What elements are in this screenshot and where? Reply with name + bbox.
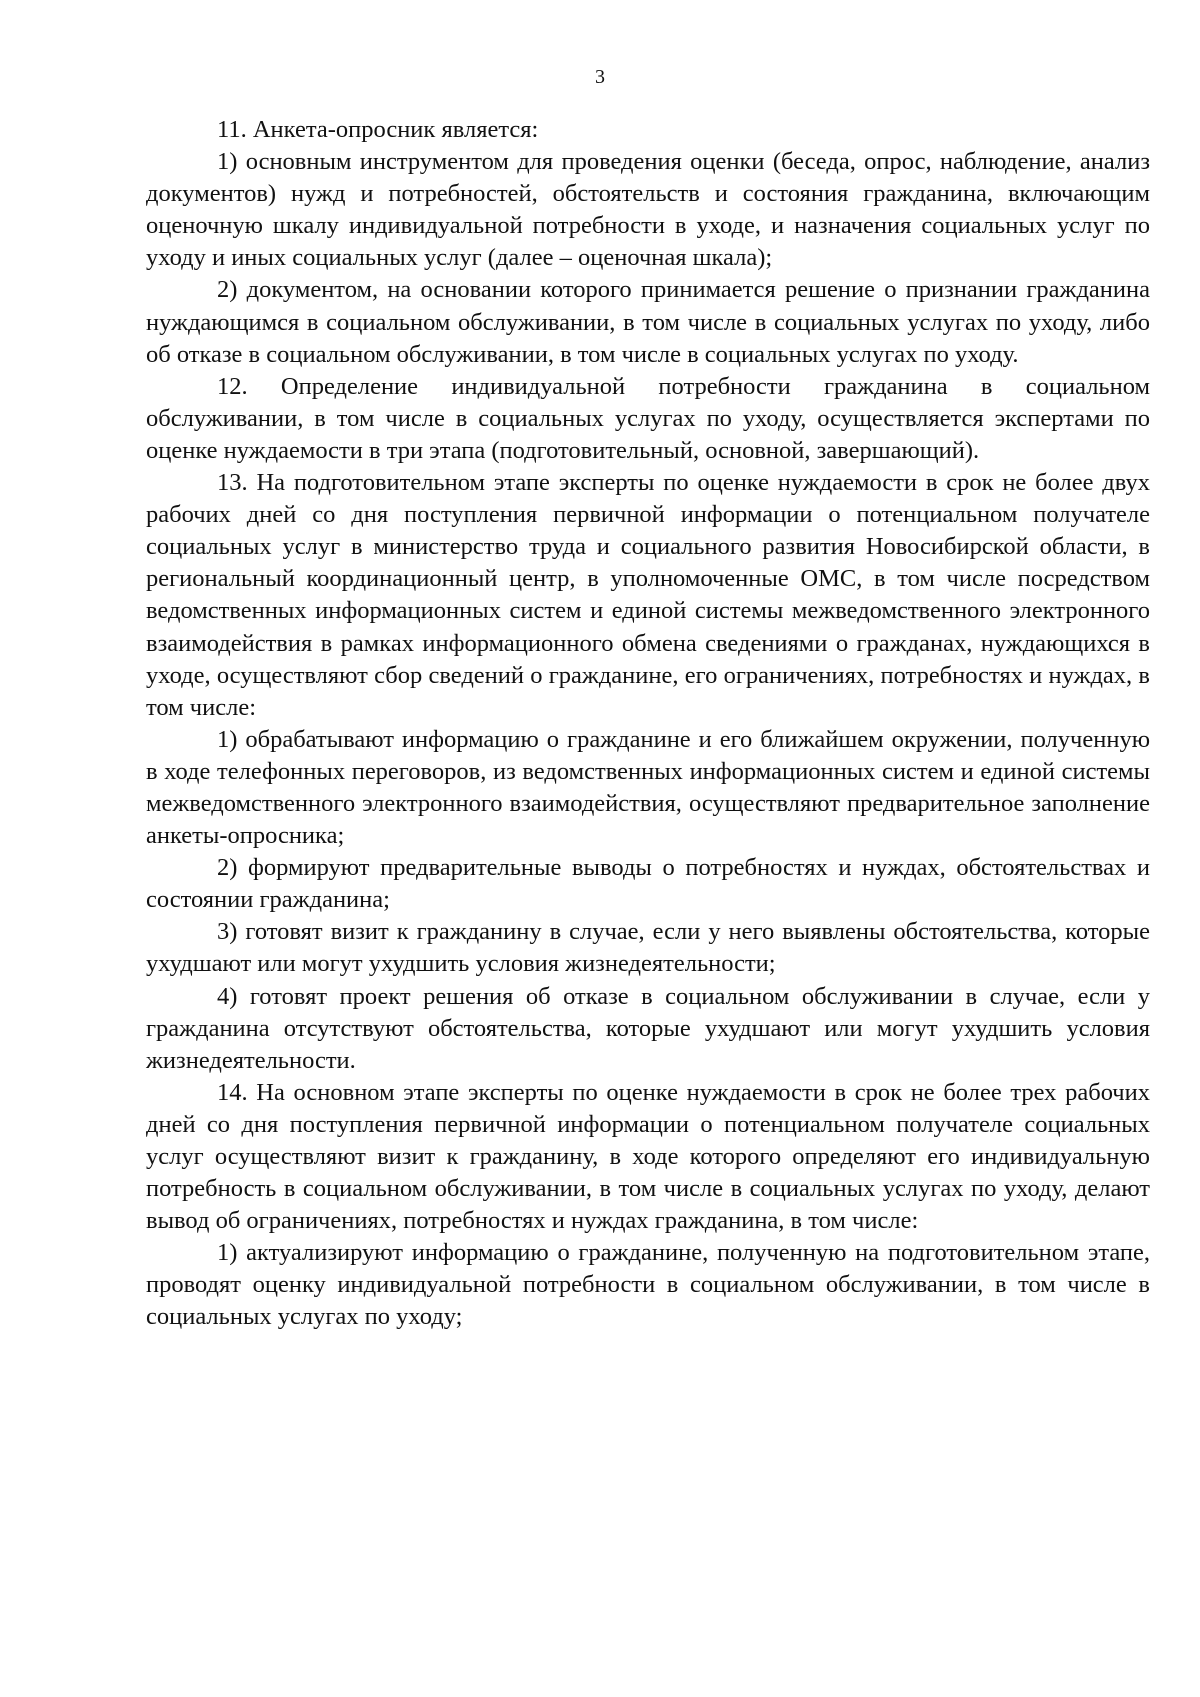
paragraph-11-item-2: 2) документом, на основании которого принимается решение о признании гражданина нуждающимся в социальном обслуживании, в том числе в социальных услугах по уходу, либо об отказе в социальном обслуживании, в том числе в социальных услугах по уходу. — [146, 276, 1150, 368]
paragraph-11-heading: 11. Анкета-опросник является: — [217, 116, 539, 143]
paragraph-12: 12. Определение индивидуальной потребности гражданина в социальном обслуживании, в том числе в социальных услугах по уходу, осуществляется экспертами по оценке нуждаемости в три этапа (подготовительный, основной, завершающий). — [146, 372, 1150, 464]
paragraph-14-item-1: 1) актуализируют информацию о гражданине, полученную на подготовительном этапе, проводят оценку индивидуальной потребности в социальном обслуживании, в том числе в социальных услугах по уходу; — [146, 1239, 1150, 1331]
paragraph-13-item-1: 1) обрабатывают информацию о гражданине и его ближайшем окружении, полученную в ходе телефонных переговоров, из ведомственных информационных систем и единой системы межведомственного электронного взаимодействия, осуществляют предварительное заполнение анкеты-опросника; — [146, 725, 1150, 850]
page-number: 3 — [595, 66, 605, 88]
paragraph-13-item-2: 2) формируют предварительные выводы о потребностях и нуждах, обстоятельствах и состоянии гражданина; — [146, 854, 1150, 914]
paragraph-13-item-4: 4) готовят проект решения об отказе в социальном обслуживании в случае, если у гражданина отсутствуют обстоятельства, которые ухудшают или могут ухудшить условия жизнедеятельности. — [146, 982, 1150, 1074]
paragraph-14: 14. На основном этапе эксперты по оценке нуждаемости в срок не более трех рабочих дней со дня поступления первичной информации о потенциальном получателе социальных услуг осуществляют визит к гражданину, в ходе которого определяют его индивидуальную потребность в социальном обслуживании, в том числе в социальных услугах по уходу, делают вывод об ограничениях, потребностях и нуждах гражданина, в том числе: — [146, 1078, 1150, 1235]
paragraph-13: 13. На подготовительном этапе эксперты по оценке нуждаемости в срок не более двух рабочих дней со дня поступления первичной информации о потенциальном получателе социальных услуг в министерство труда и социального развития Новосибирской области, в региональный координационный центр, в уполномоченные ОМС, в том числе посредством ведомственных информационных систем и единой системы межведомственного электронного взаимодействия в рамках информационного обмена сведениями о гражданах, нуждающихся в уходе, осуществляют сбор сведений о гражданине, его ограничениях, потребностях и нуждах, в том числе: — [146, 469, 1150, 721]
document-body — [146, 114, 1150, 1334]
paragraph-11-item-1: 1) основным инструментом для проведения оценки (беседа, опрос, наблюдение, анализ документов) нужд и потребностей, обстоятельств и состояния гражданина, включающим оценочную шкалу индивидуальной потребности в уходе, и назначения социальных услуг по уходу и иных социальных услуг (далее – оценочная шкала); — [146, 148, 1150, 272]
paragraph-13-item-3: 3) готовят визит к гражданину в случае, если у него выявлены обстоятельства, которые ухудшают или могут ухудшить условия жизнедеятельности; — [146, 918, 1150, 978]
